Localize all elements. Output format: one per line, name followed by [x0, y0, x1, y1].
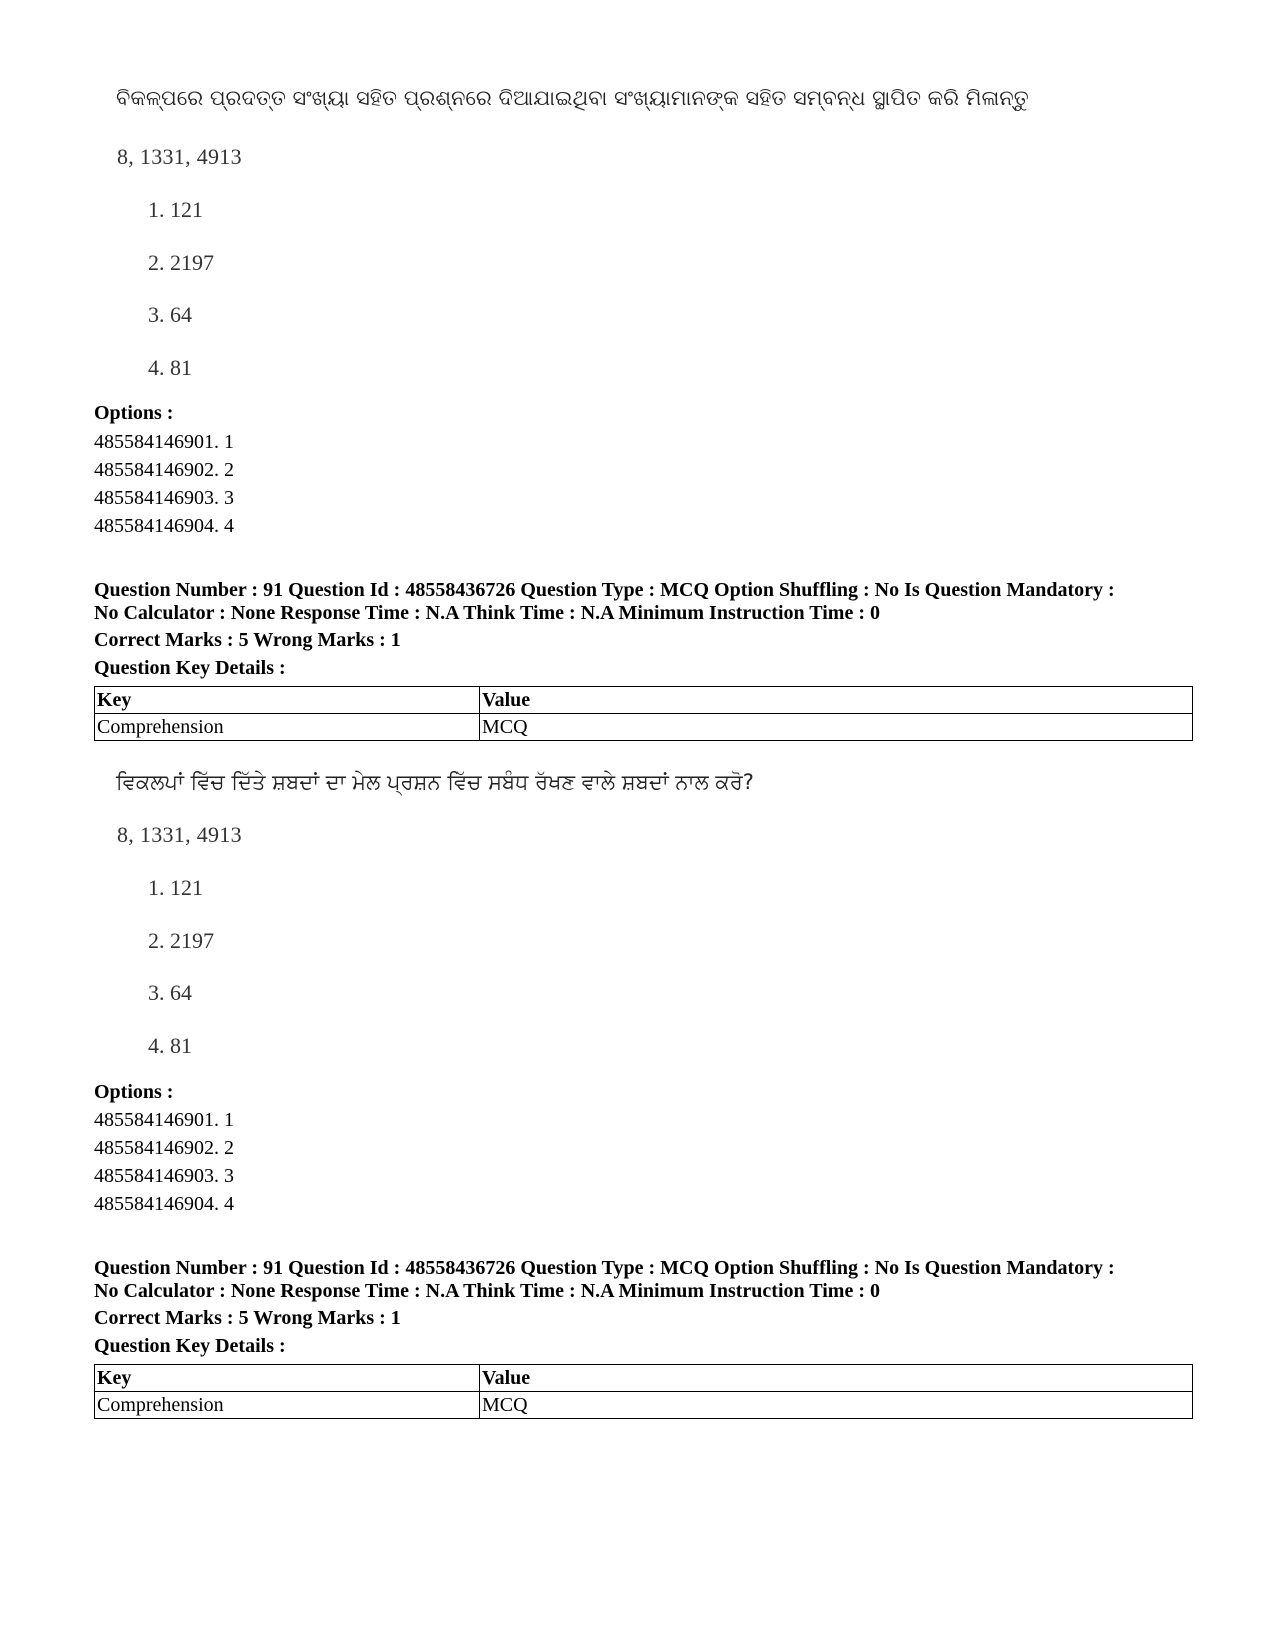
option-row: 485584146903. 3: [94, 487, 234, 509]
cell-key: Comprehension: [95, 714, 480, 741]
option-row: 485584146904. 4: [94, 515, 234, 537]
marks-line: Correct Marks : 5 Wrong Marks : 1: [94, 629, 401, 651]
key-details-table: [94, 686, 1193, 741]
meta-line-1: Question Number : 91 Question Id : 48558436726 Question Type : MCQ Option Shuffling : No Is Question Mandatory :: [94, 579, 1115, 601]
option-row: 485584146903. 3: [94, 1165, 234, 1187]
question-text: ਵਿਕਲਪਾਂ ਵਿੱਚ ਦਿੱਤੇ ਸ਼ਬਦਾਂ ਦਾ ਮੇਲ ਪ੍ਰਸ਼ਨ ਵਿੱਚ ਸਬੰਧ ਰੱਖਣ ਵਾਲੇ ਸ਼ਬਦਾਂ ਨਾਲ ਕਰੋ?: [116, 770, 754, 794]
choice-3: 3. 64: [148, 302, 192, 327]
key-details-label: Question Key Details :: [94, 657, 286, 679]
key-details-table: [94, 1364, 1193, 1419]
meta-line-2: No Calculator : None Response Time : N.A Think Time : N.A Minimum Instruction Time : 0: [94, 602, 880, 624]
option-row: 485584146901. 1: [94, 1109, 234, 1131]
options-label: Options :: [94, 1081, 174, 1103]
table-header-row: [95, 687, 1193, 714]
option-row: 485584146902. 2: [94, 1137, 234, 1159]
choice-3: 3. 64: [148, 980, 192, 1005]
choice-4: 4. 81: [148, 355, 192, 380]
table-header-row: [95, 1365, 1193, 1392]
header-key: Key: [95, 687, 480, 714]
option-row: 485584146904. 4: [94, 1193, 234, 1215]
table-row: [95, 714, 1193, 741]
key-details-label: Question Key Details :: [94, 1335, 286, 1357]
choice-1: 1. 121: [148, 875, 203, 900]
meta-line-1: Question Number : 91 Question Id : 48558436726 Question Type : MCQ Option Shuffling : No Is Question Mandatory :: [94, 1257, 1115, 1279]
marks-line: Correct Marks : 5 Wrong Marks : 1: [94, 1307, 401, 1329]
header-value: Value: [480, 687, 1193, 714]
cell-key: Comprehension: [95, 1392, 480, 1419]
choice-2: 2. 2197: [148, 250, 214, 275]
cell-value: MCQ: [480, 714, 1193, 741]
options-label: Options :: [94, 402, 174, 424]
table-row: [95, 1392, 1193, 1419]
choice-2: 2. 2197: [148, 928, 214, 953]
meta-line-2: No Calculator : None Response Time : N.A Think Time : N.A Minimum Instruction Time : 0: [94, 1280, 880, 1302]
question-numbers: 8, 1331, 4913: [117, 822, 242, 847]
choice-4: 4. 81: [148, 1033, 192, 1058]
question-numbers: 8, 1331, 4913: [117, 144, 242, 169]
option-row: 485584146901. 1: [94, 431, 234, 453]
option-row: 485584146902. 2: [94, 459, 234, 481]
cell-value: MCQ: [480, 1392, 1193, 1419]
choice-1: 1. 121: [148, 197, 203, 222]
question-text: ବିକଳ୍ପରେ ପ୍ରଦତ୍ତ ସଂଖ୍ୟା ସହିତ ପ୍ରଶ୍ନରେ ଦିଆଯାଇଥିବା ସଂଖ୍ୟାମାନଙ୍କ ସହିତ ସମ୍ବନ୍ଧ ସ୍ଥାପିତ କରି ମିଳାନ୍ତୁ: [116, 86, 1029, 110]
header-value: Value: [480, 1365, 1193, 1392]
header-key: Key: [95, 1365, 480, 1392]
